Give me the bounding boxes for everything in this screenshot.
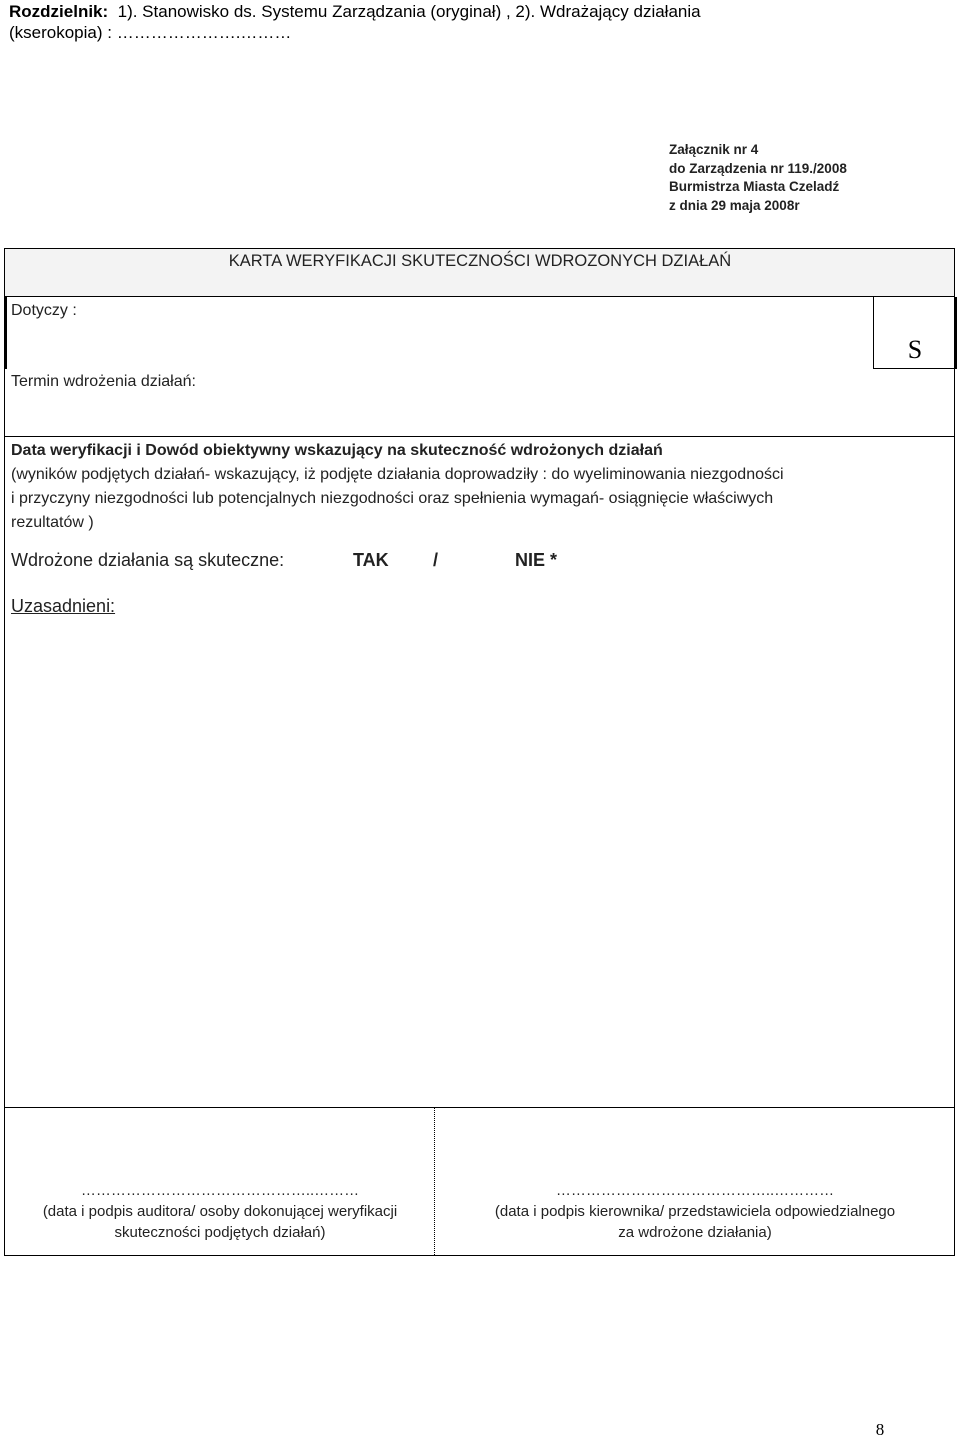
manager-signature-caption-2: za wdrożone działania) [618, 1224, 772, 1241]
effectiveness-row [11, 548, 611, 572]
manager-signature-block [437, 1180, 953, 1243]
page-number: 8 [875, 1420, 885, 1439]
effective-no-option[interactable]: NIE * [515, 550, 558, 570]
attachment-decree: do Zarządzenia nr 119./2008 [669, 160, 847, 176]
attachment-date: z dnia 29 maja 2008r [669, 197, 800, 213]
deadline-label: Termin wdrożenia działań: [11, 373, 196, 390]
distribution-line-1 [9, 1, 701, 22]
form-title [0, 249, 960, 270]
auditor-signature-dots: ………………………………………..……… [80, 1182, 360, 1199]
attachment-reference [669, 141, 847, 215]
verification-line-2: (wyników podjętych działań- wskazujący, iż podjęte działania doprowadziły : do wyeliminowania niezgodności [11, 466, 784, 483]
concerns-label: Dotyczy : [11, 302, 77, 319]
verification-heading: Data weryfikacji i Dowód obiektywny wskazujący na skuteczność wdrożonych działań [11, 442, 663, 459]
verification-line-3: i przyczyny niezgodności lub potencjalnych niezgodności oraz spełnienia wymagań- osiągnięcie właściwych [11, 490, 774, 507]
verification-line-4: rezultatów ) [11, 514, 94, 531]
attachment-issuer: Burmistrza Miasta Czeladź [669, 179, 840, 194]
effective-yes-option[interactable]: TAK [353, 550, 389, 570]
auditor-signature-caption-2: skuteczności podjętych działań) [114, 1224, 326, 1241]
distribution-label: Rozdzielnik: [9, 2, 109, 21]
distribution-line-2: (kserokopia) : ………………….……… [9, 23, 292, 42]
attachment-number: Załącznik nr 4 [669, 142, 759, 157]
signature-divider [434, 1108, 435, 1255]
justification-label: Uzasadnieni: [11, 596, 116, 616]
form-title-text: KARTA WERYFIKACJI SKUTECZNOŚCI WDROZONYCH DZIAŁAŃ [228, 252, 732, 270]
effective-slash: / [433, 550, 439, 570]
auditor-signature-caption-1: (data i podpis auditora/ osoby dokonującej weryfikacji [42, 1203, 398, 1220]
distribution-recipients: 1). Stanowisko ds. Systemu Zarządzania (oryginał) , 2). Wdrażający działania [117, 2, 701, 21]
signature-section-top-line [5, 1107, 954, 1108]
manager-signature-dots: ……………………………………..………… [555, 1182, 835, 1199]
s-box-letter: S [907, 335, 923, 364]
auditor-signature-block [8, 1180, 432, 1243]
verification-form-frame [4, 248, 955, 1256]
effectiveness-label: Wdrożone działania są skuteczne: [11, 550, 285, 570]
section-separator [5, 436, 954, 437]
verification-description [11, 439, 951, 535]
left-border-accent [4, 297, 7, 369]
manager-signature-caption-1: (data i podpis kierownika/ przedstawiciela odpowiedzialnego [494, 1203, 896, 1220]
